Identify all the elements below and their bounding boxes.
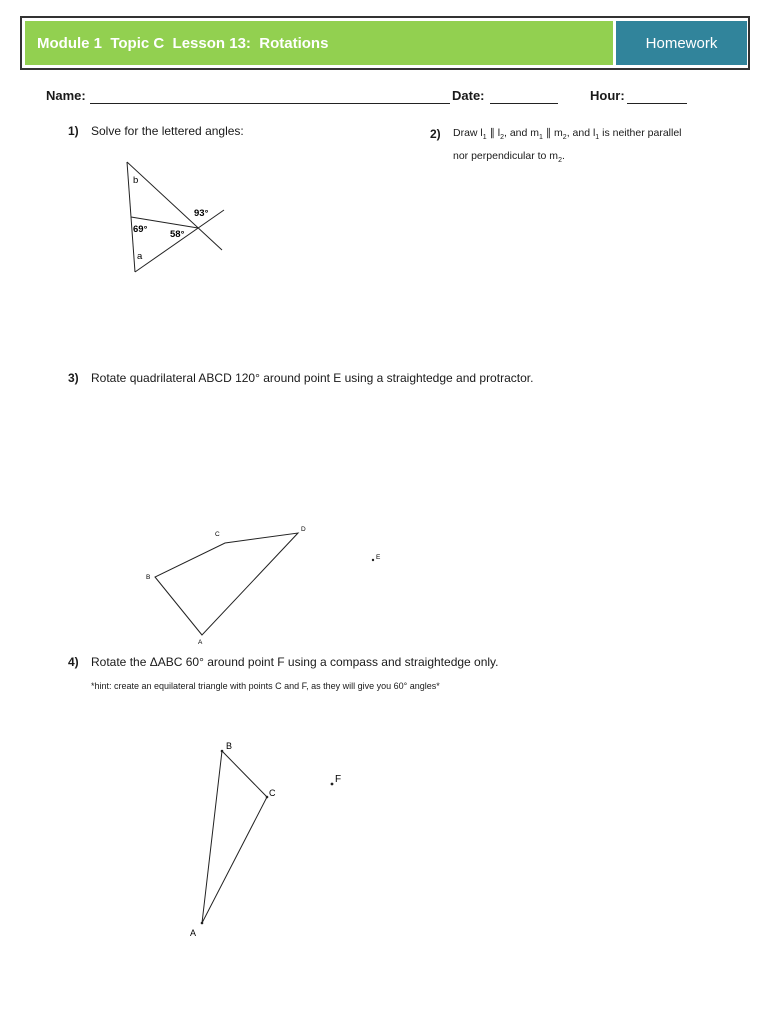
triangle-abc	[202, 751, 267, 923]
date-label: Date:	[452, 88, 485, 103]
header-banner	[20, 16, 750, 70]
question-3-figure	[140, 520, 400, 650]
question-2-text: Draw $l_1$ ∥ $l_2$, and $m_1$ ∥ $m_2$, and $l_1$ is neither parallel	[453, 127, 682, 142]
fig4-label-c: C	[269, 788, 276, 798]
point-e	[372, 559, 374, 561]
name-label: Name:	[46, 88, 86, 103]
fig3-label-e: E	[376, 554, 381, 561]
question-3-number: 3)	[68, 371, 79, 385]
fig4-label-a: A	[190, 928, 197, 938]
question-1-number: 1)	[68, 124, 79, 138]
question-4-number: 4)	[68, 655, 79, 669]
homework-tag: Homework	[645, 35, 718, 52]
fig1-label-93: 93°	[194, 208, 209, 219]
fig1-label-b: b	[133, 175, 139, 186]
name-blank[interactable]	[90, 103, 450, 104]
quadrilateral-abcd	[155, 533, 298, 635]
fig3-label-a: A	[198, 639, 203, 646]
header-tag-bar	[616, 21, 747, 65]
point-a	[201, 922, 204, 925]
hour-blank[interactable]	[627, 103, 687, 104]
question-4-hint: *hint: create an equilateral triangle with points C and F, as they will give you 60° angles*	[91, 681, 440, 691]
fig3-label-c: C	[215, 531, 220, 538]
question-1-figure	[110, 155, 240, 280]
question-4-text: Rotate the ΔABC 60° around point F using a compass and straightedge only.	[91, 655, 499, 669]
fig4-label-f: F	[335, 774, 342, 785]
page-title: Module 1 Topic C Lesson 13: Rotations	[37, 35, 329, 52]
fig1-bottom-line	[135, 210, 224, 272]
fig1-label-a: a	[137, 251, 143, 262]
question-1-text: Solve for the lettered angles:	[91, 124, 244, 138]
fig4-label-b: B	[226, 741, 233, 751]
header-title-bar	[25, 21, 613, 65]
question-3-text: Rotate quadrilateral ABCD 120° around point E using a straightedge and protractor.	[91, 371, 534, 385]
point-b	[221, 750, 224, 753]
point-f	[331, 783, 334, 786]
fig3-label-d: D	[301, 526, 306, 533]
fig1-label-69: 69°	[133, 224, 148, 235]
hour-label: Hour:	[590, 88, 625, 103]
question-2-text-line2: nor perpendicular to $m_2$.	[453, 150, 565, 165]
question-4-figure	[180, 735, 360, 945]
fig3-label-b: B	[146, 574, 151, 581]
point-c	[266, 796, 269, 799]
question-2-number: 2)	[430, 127, 441, 141]
date-blank[interactable]	[490, 103, 558, 104]
fig1-label-58: 58°	[170, 229, 185, 240]
